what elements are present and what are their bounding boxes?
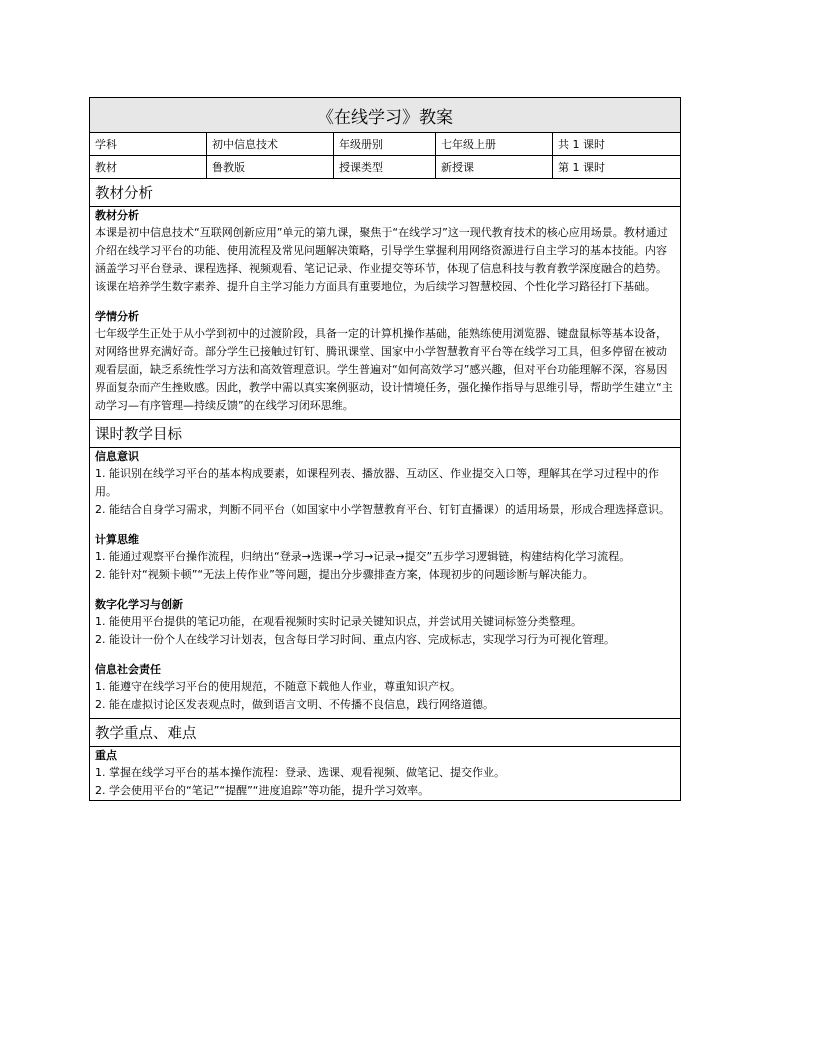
objective-group-title: 计算思维 [95,533,139,546]
lesson-plan-page [89,97,680,801]
learner-analysis-title: 学情分析 [95,310,139,323]
objective-item: 1. 能使用平台提供的笔记功能，在观看视频时实时记录关键知识点，并尝试用关键词标签分类整理。 [95,615,582,628]
objective-item: 2. 能设计一份个人在线学习计划表，包含每日学习时间、重点内容、完成标志，实现学习行为可视化管理。 [95,633,615,646]
focus-item: 2. 学会使用平台的“笔记”“提醒”“进度追踪”等功能，提升学习效率。 [95,784,430,797]
document-title: 《在线学习》教案 [90,98,681,133]
meta-type-label: 授课类型 [334,156,436,179]
objectives-section [90,420,681,719]
objective-item: 1. 能通过观察平台操作流程，归纳出“登录→选课→学习→记录→提交”五步学习逻辑链，构建结构化学习流程。 [95,550,631,563]
analysis-heading: 教材分析 [90,179,681,207]
meta-total-hours: 共 1 课时 [553,133,681,156]
meta-subject-label: 学科 [90,133,207,156]
focus-item: 1. 掌握在线学习平台的基本操作流程：登录、选课、观看视频、做笔记、提交作业。 [95,766,505,779]
focus-title: 重点 [95,749,117,762]
meta-grade-value: 七年级上册 [436,133,553,156]
objective-item: 2. 能在虚拟讨论区发表观点时，做到语言文明、不传播不良信息，践行网络道德。 [95,698,494,711]
objective-group-title: 信息意识 [95,450,139,463]
meta-row-2 [90,156,681,179]
objective-item: 2. 能结合自身学习需求，判断不同平台（如国家中小学智慧教育平台、钉钉直播课）的适用场景，形成合理选择意识。 [95,503,670,516]
lesson-plan-table [89,97,681,801]
textbook-analysis-text: 本课是初中信息技术“互联网创新应用”单元的第九课，聚焦于“在线学习”这一现代教育技术的核心应用场景。教材通过介绍在线学习平台的功能、使用流程及常见问题解决策略，引导学生掌握利用网络资源进行自主学习的基本技能。内容涵盖学习平台登录、课程选择、视频观看、笔记记录、作业提交等环节，体现了信息科技与教育教学深度融合的趋势。该课在培养学生数字素养、提升自主学习能力方面具有重要地位，为后续学习智慧校园、个性化学习路径打下基础。 [95,226,668,293]
textbook-analysis-title: 教材分析 [95,209,139,222]
keypoints-heading: 教学重点、难点 [90,719,681,747]
meta-subject-value: 初中信息技术 [207,133,334,156]
meta-row-1 [90,133,681,156]
objectives-heading: 课时教学目标 [90,420,681,448]
meta-current-hour: 第 1 课时 [553,156,681,179]
analysis-section [90,179,681,420]
meta-textbook-value: 鲁教版 [207,156,334,179]
meta-type-value: 新授课 [436,156,553,179]
objective-item: 2. 能针对“视频卡顿”“无法上传作业”等问题，提出分步骤排查方案，体现初步的问题诊断与解决能力。 [95,568,594,581]
keypoints-section [90,719,681,801]
objective-group-title: 信息社会责任 [95,663,161,676]
meta-grade-label: 年级册别 [334,133,436,156]
objective-item: 1. 能识别在线学习平台的基本构成要素，如课程列表、播放器、互动区、作业提交入口等，理解其在学习过程中的作用。 [95,467,659,498]
learner-analysis-text: 七年级学生正处于从小学到初中的过渡阶段，具备一定的计算机操作基础，能熟练使用浏览器、键盘鼠标等基本设备，对网络世界充满好奇。部分学生已接触过钉钉、腾讯课堂、国家中小学智慧教育平台等在线学习工具，但多停留在被动观看层面，缺乏系统性学习方法和高效管理意识。学生普遍对“如何高效学习”感兴趣，但对平台功能理解不深，容易因界面复杂而产生挫败感。因此，教学中需以真实案例驱动，设计情境任务，强化操作指导与思维引导，帮助学生建立“主动学习—有序管理—持续反馈”的在线学习闭环思维。 [95,327,673,412]
meta-textbook-label: 教材 [90,156,207,179]
objective-group-title: 数字化学习与创新 [95,598,183,611]
objective-item: 1. 能遵守在线学习平台的使用规范，不随意下载他人作业，尊重知识产权。 [95,680,461,693]
